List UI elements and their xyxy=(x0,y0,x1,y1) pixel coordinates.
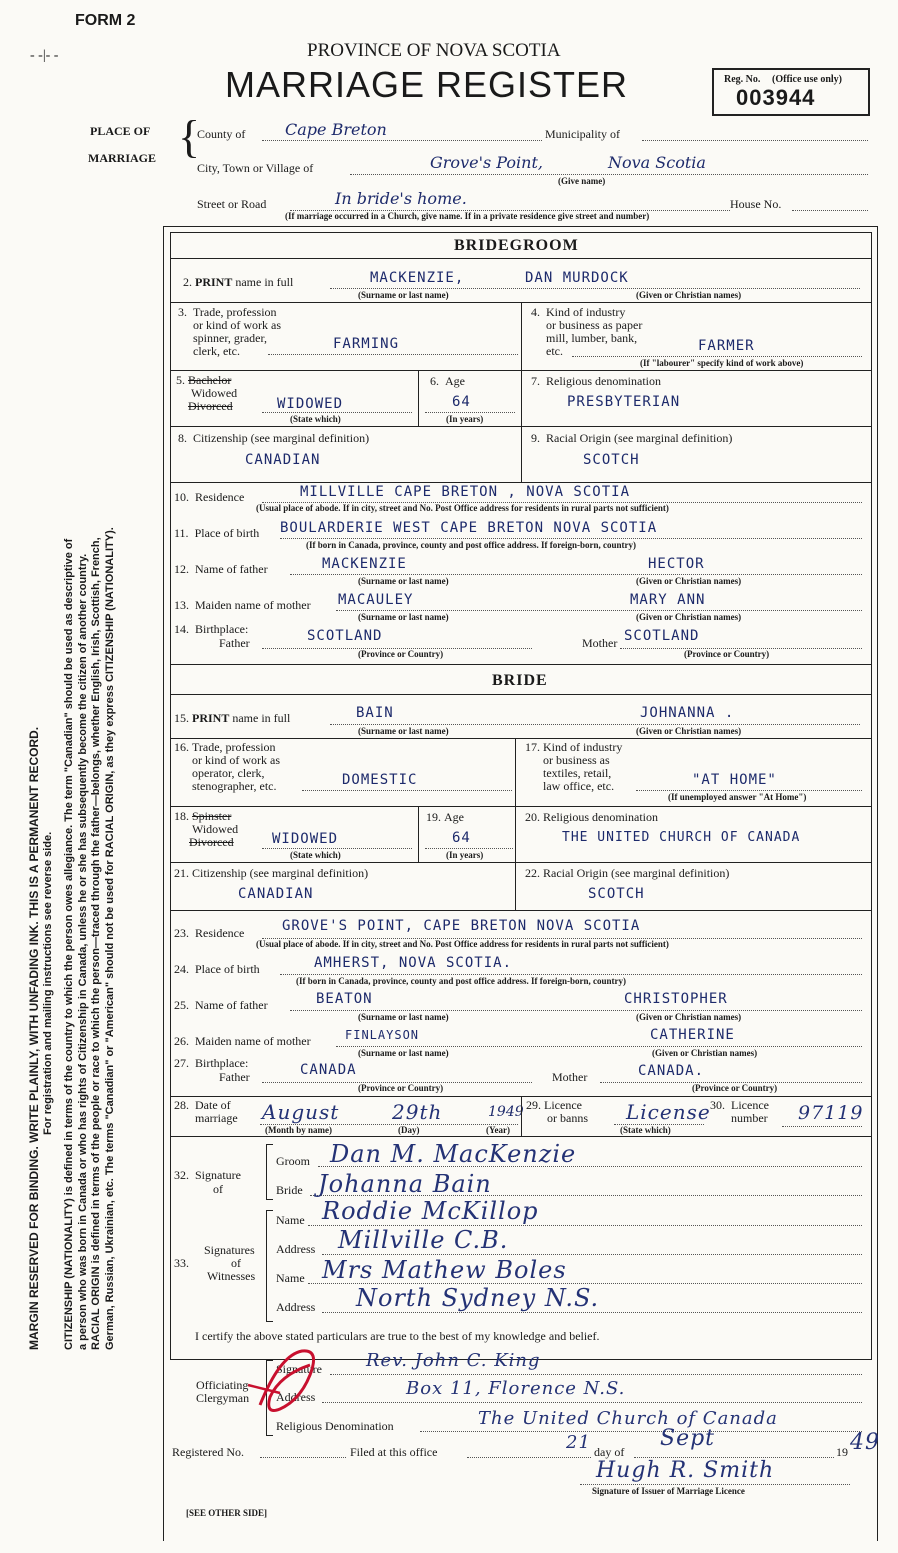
licence-number: 97119 xyxy=(798,1102,864,1124)
bride-surname: BAIN xyxy=(356,705,394,721)
groom-mother-birthplace: SCOTLAND xyxy=(624,628,700,644)
bride-father-bp-note: (Province or Country) xyxy=(358,1083,444,1093)
bride-industry: "AT HOME" xyxy=(692,772,777,788)
rule xyxy=(515,806,516,862)
groom-industry-note: (If "labourer" specify kind of work above) xyxy=(640,358,804,368)
street-label: Street or Road xyxy=(197,197,267,211)
groom-mother-given: MARY ANN xyxy=(630,592,706,608)
issuer-signature: Hugh R. Smith xyxy=(596,1458,775,1483)
groom-age: 64 xyxy=(452,394,471,410)
mother-word: Maiden name of mother xyxy=(195,598,311,612)
rule xyxy=(170,806,871,807)
bride-father-given-note: (Given or Christian names) xyxy=(636,1012,742,1022)
groom-status-divorced: Divorced xyxy=(188,399,233,413)
reg-number-value: 003944 xyxy=(736,85,816,110)
groom-trade-labels: 3. Trade, profession or kind of work as spinner, grader, clerk, etc. xyxy=(178,305,281,358)
w2-name-label: Name xyxy=(276,1271,305,1285)
bride-father-surname-note: (Surname or last name) xyxy=(358,1012,449,1022)
form-number: FORM 2 xyxy=(75,12,136,29)
street-note: (If marriage occurred in a Church, give name. If in a private residence give street and number) xyxy=(285,211,650,221)
groom-residence: MILLVILLE CAPE BRETON , NOVA SCOTIA xyxy=(300,484,631,500)
age-word-2: Age xyxy=(444,810,464,824)
groom-mother-line xyxy=(336,610,862,611)
item-15-label: 15. PRINT name in full xyxy=(174,711,291,725)
certify-statement: I certify the above stated particulars are true to the best of my knowledge and belief. xyxy=(195,1329,600,1343)
margin-line-4: a person who was born in Canada or who has rights of Citizenship in Canada, unless he or she has subsequently become the citizen of another country. xyxy=(76,553,89,1350)
bride-trade-l4: stenographer, etc. xyxy=(192,779,277,793)
licence-label-1: Licence xyxy=(544,1098,582,1112)
sig-label-1: Signature xyxy=(195,1168,241,1182)
groom-father-line xyxy=(290,574,862,575)
groom-mother-bp-note: (Province or Country) xyxy=(684,649,770,659)
see-other-side: [SEE OTHER SIDE] xyxy=(186,1508,268,1518)
citizenship-word-2: Citizenship (see marginal definition) xyxy=(192,866,369,880)
birth-word-2: Place of birth xyxy=(195,962,260,976)
bride-given: JOHNANNA . xyxy=(640,705,735,721)
groom-state-note: (State which) xyxy=(290,414,341,424)
clergy-signature: Rev. John C. King xyxy=(366,1350,541,1371)
bride-citizenship-label: 21. Citizenship (see marginal definition) xyxy=(174,866,369,880)
bride-industry-l3: textiles, retail, xyxy=(543,766,612,780)
groom-sig-label: Groom xyxy=(276,1154,310,1168)
racial-word-2: Racial Origin (see marginal definition) xyxy=(543,866,730,880)
rule xyxy=(418,806,419,862)
groom-religion: PRESBYTERIAN xyxy=(567,394,681,410)
rule xyxy=(418,370,419,426)
rule xyxy=(170,910,871,911)
filed-day: 21 xyxy=(566,1432,591,1453)
groom-trade-l4: clerk, etc. xyxy=(193,344,240,358)
filed-month: Sept xyxy=(660,1426,716,1451)
bride-trade-l3: operator, clerk, xyxy=(192,766,265,780)
form-title: MARRIAGE REGISTER xyxy=(225,64,629,105)
item-2-label: 2. PRINT name in full xyxy=(183,275,294,289)
groom-given: DAN MURDOCK xyxy=(525,270,629,286)
bride-mother-bp-note: (Province or Country) xyxy=(692,1083,778,1093)
groom-signature: Dan M. MacKenzie xyxy=(330,1140,577,1168)
groom-name-line xyxy=(330,288,860,289)
groom-status: WIDOWED xyxy=(277,396,344,412)
groom-status-widowed: Widowed xyxy=(191,386,238,400)
groom-industry-l4: etc. xyxy=(546,344,563,358)
w2-address-line xyxy=(322,1312,862,1313)
birthplace-word: Birthplace: xyxy=(195,622,249,636)
bride-industry-line xyxy=(636,790,862,791)
witness1-name: Roddie McKillop xyxy=(322,1197,539,1225)
groom-trade-line xyxy=(268,354,518,355)
groom-birth-note: (If born in Canada, province, county and post office address. If foreign-born, country) xyxy=(306,540,637,550)
rule xyxy=(521,426,522,482)
bride-age: 64 xyxy=(452,830,471,846)
bride-industry-l2: or business as xyxy=(543,753,610,767)
bride-trade-labels: 16. Trade, profession or kind of work as operator, clerk, stenographer, etc. xyxy=(174,740,280,793)
marriage-day: 29th xyxy=(392,1100,443,1124)
province-heading: PROVINCE OF NOVA SCOTIA xyxy=(307,40,561,61)
bride-birthplace: AMHERST, NOVA SCOTIA. xyxy=(314,955,513,971)
reg-number-box xyxy=(712,68,870,116)
licence-note: (State which) xyxy=(620,1125,671,1135)
rule xyxy=(170,694,871,695)
witness1-address: Millville C.B. xyxy=(338,1226,509,1254)
margin-instructions xyxy=(28,270,158,1350)
clergy-address: Box 11, Florence N.S. xyxy=(406,1378,626,1399)
year-note: (Year) xyxy=(486,1125,510,1135)
bride-status-widowed: Widowed xyxy=(192,822,239,836)
rule xyxy=(515,862,516,910)
religion-word: Religious denomination xyxy=(546,374,661,388)
margin-line-1: MARGIN RESERVED FOR BINDING. WRITE PLAINLY, WITH UNFADING INK. THIS IS A PERMANENT RECORD. xyxy=(27,726,41,1350)
groom-surname: MACKENZIE, xyxy=(370,270,465,286)
rule xyxy=(521,302,522,370)
groom-industry-labels: 4. Kind of industry or business as paper mill, lumber, bank, etc. xyxy=(531,305,643,358)
house-line xyxy=(792,210,868,211)
groom-industry: FARMER xyxy=(698,338,755,354)
clergy-sig-label: Signature xyxy=(276,1362,322,1376)
reg-number-label: Reg. No. xyxy=(724,74,761,85)
bride-status-divorced: Divorced xyxy=(189,835,234,849)
bride-status-line xyxy=(262,848,412,849)
groom-trade-l3: spinner, grader, xyxy=(193,331,268,345)
bride-citizenship: CANADIAN xyxy=(238,886,314,902)
groom-age-label: 6. Age xyxy=(430,374,465,388)
groom-mother-bp-label: Mother xyxy=(582,636,618,650)
bride-status-labels: 18. Spinster Widowed Divorced xyxy=(174,809,239,849)
citizenship-word: Citizenship (see marginal definition) xyxy=(193,431,370,445)
bride-father-surname: BEATON xyxy=(316,991,373,1007)
clergy-label-2: Clergyman xyxy=(196,1391,250,1405)
groom-industry-l3: mill, lumber, bank, xyxy=(546,331,638,345)
rule xyxy=(170,738,871,739)
day-note: (Day) xyxy=(398,1125,420,1135)
rule xyxy=(170,258,871,259)
groom-racial: SCOTCH xyxy=(583,452,640,468)
groom-trade-l2: or kind of work as xyxy=(193,318,281,332)
bride-heading: BRIDE xyxy=(492,672,548,689)
clergy-label-1: Officiating xyxy=(196,1378,249,1392)
filed-day-line xyxy=(467,1457,591,1458)
street-value: In bride's home. xyxy=(335,189,467,208)
licence-label: 29. Licence or banns xyxy=(526,1098,588,1125)
groom-birthplace: BOULARDERIE WEST CAPE BRETON NOVA SCOTIA xyxy=(280,520,658,536)
bride-industry-l4: law office, etc. xyxy=(543,779,615,793)
bride-sig-label: Bride xyxy=(276,1183,303,1197)
mother-word-2: Maiden name of mother xyxy=(195,1034,311,1048)
groom-age-line xyxy=(425,412,515,413)
bride-mother-given: CATHERINE xyxy=(650,1027,735,1043)
groom-birth-label: 11. Place of birth xyxy=(174,526,260,540)
issuer-line xyxy=(580,1484,850,1485)
groom-status-bachelor: Bachelor xyxy=(188,373,232,387)
bride-father-line xyxy=(290,1010,862,1011)
bride-age-label: 19. Age xyxy=(426,810,464,824)
witness-label-3: Witnesses xyxy=(207,1269,256,1283)
print-word: PRINT xyxy=(195,275,233,289)
bride-residence-note: (Usual place of abode. If in city, street and No. Post Office address for residents in rural parts not sufficient) xyxy=(256,939,669,949)
witness-label-1: Signatures xyxy=(204,1243,255,1257)
religion-word-2: Religious denomination xyxy=(543,810,658,824)
bride-status: WIDOWED xyxy=(272,831,339,847)
city-value: Grove's Point, xyxy=(430,153,543,172)
bride-racial: SCOTCH xyxy=(588,886,645,902)
margin-line-3: CITIZENSHIP (NATIONALITY) is defined in terms of the country to which the person owes allegiance. The term "Canadian" should be used as descriptive of xyxy=(63,538,76,1350)
margin-line-5: RACIAL ORIGIN is defined in terms of the people or race to which the person—traced through the father—belongs, whether English, Irish, Scottish, French, xyxy=(90,537,103,1350)
groom-industry-l2: or business as paper xyxy=(546,318,643,332)
name-in-full-label: name in full xyxy=(235,275,294,289)
bride-signature: Johanna Bain xyxy=(318,1170,492,1198)
bride-trade-l1: Trade, profession xyxy=(192,740,276,754)
rule xyxy=(170,1136,871,1137)
marriage-month: August xyxy=(262,1100,340,1124)
clergy-addr-label: Address xyxy=(276,1390,316,1404)
bride-industry-labels: 17. Kind of industry or business as textiles, retail, law office, etc. xyxy=(525,740,623,793)
bride-industry-l1: Kind of industry xyxy=(543,740,623,754)
father-word-2: Name of father xyxy=(195,998,268,1012)
groom-father-given-note: (Given or Christian names) xyxy=(636,576,742,586)
margin-line-2: For registration and mailing instructions see reverse side. xyxy=(41,831,54,1135)
bride-father-label: 25. Name of father xyxy=(174,998,268,1012)
date-label: 28. Date of marriage xyxy=(174,1098,238,1125)
municipality-label: Municipality of xyxy=(545,127,620,141)
registered-no-line xyxy=(260,1457,346,1458)
city-value-2: Nova Scotia xyxy=(608,153,706,172)
clergy-rel-line xyxy=(420,1431,862,1432)
groom-years-note: (In years) xyxy=(446,414,484,424)
groom-mother-surname-note: (Surname or last name) xyxy=(358,612,449,622)
groom-mother-label: 13. Maiden name of mother xyxy=(174,598,311,612)
groom-citizenship: CANADIAN xyxy=(245,452,321,468)
w2-address-label: Address xyxy=(276,1300,316,1314)
bride-surname-note: (Surname or last name) xyxy=(358,726,449,736)
bride-birthplace-label: 27. Birthplace: Father xyxy=(174,1056,250,1084)
bride-industry-note: (If unemployed answer "At Home") xyxy=(668,792,807,802)
rule xyxy=(521,1096,522,1136)
bride-mother-bp-label: Mother xyxy=(552,1070,588,1084)
licence-value: License xyxy=(626,1100,711,1124)
clergy-addr-line xyxy=(322,1402,862,1403)
licence-number-line xyxy=(782,1126,862,1127)
reg-office-note: (Office use only) xyxy=(772,74,842,85)
bride-birth-label: 24. Place of birth xyxy=(174,962,260,976)
bride-father-birthplace: CANADA xyxy=(300,1062,357,1078)
bride-residence: GROVE'S POINT, CAPE BRETON NOVA SCOTIA xyxy=(282,918,641,934)
bride-mother-surname-note: (Surname or last name) xyxy=(358,1048,449,1058)
father-word: Name of father xyxy=(195,562,268,576)
witness2-address: North Sydney N.S. xyxy=(356,1284,600,1312)
w1-name-label: Name xyxy=(276,1213,305,1227)
rule xyxy=(170,664,871,665)
witness-label-2: of xyxy=(231,1256,241,1270)
county-label: County of xyxy=(197,127,246,141)
bride-racial-label: 22. Racial Origin (see marginal definition) xyxy=(525,866,730,880)
date-label-2: marriage xyxy=(195,1111,238,1125)
city-label: City, Town or Village of xyxy=(197,161,314,175)
bride-years-note: (In years) xyxy=(446,850,484,860)
groom-citizenship-label: 8. Citizenship (see marginal definition) xyxy=(178,431,370,445)
signature-label: 32. Signature of xyxy=(174,1168,241,1196)
rule xyxy=(170,862,871,863)
father-bp-word: Father xyxy=(219,636,250,650)
county-line xyxy=(262,140,542,141)
witness2-name: Mrs Mathew Boles xyxy=(322,1256,567,1284)
groom-mother-surname: MACAULEY xyxy=(338,592,414,608)
margin-line-6: German, Russian, Ukrainian, etc. The terms "Canadian" or "American" should not be used for RACIAL ORIGIN, as they express CITIZENSHIP (NATIONALITY). xyxy=(103,527,116,1350)
racial-word: Racial Origin (see marginal definition) xyxy=(546,431,733,445)
groom-father-surname: MACKENZIE xyxy=(322,556,407,572)
clergy-denomination: The United Church of Canada xyxy=(478,1408,778,1429)
groom-trade-l1: Trade, profession xyxy=(193,305,277,319)
groom-given-note: (Given or Christian names) xyxy=(636,290,742,300)
place-brace: { xyxy=(178,111,201,162)
groom-religion-label: 7. Religious denomination xyxy=(531,374,661,388)
w1-address-label: Address xyxy=(276,1242,316,1256)
bride-mother-label: 26. Maiden name of mother xyxy=(174,1034,311,1048)
bride-residence-label: 23. Residence xyxy=(174,926,245,940)
rule xyxy=(170,482,871,483)
bride-religion: THE UNITED CHURCH OF CANADA xyxy=(562,830,801,845)
bride-age-line xyxy=(425,848,513,849)
groom-trade: FARMING xyxy=(333,336,400,352)
groom-father-surname-note: (Surname or last name) xyxy=(358,576,449,586)
bride-birth-line xyxy=(280,974,862,975)
bride-father-given: CHRISTOPHER xyxy=(624,991,728,1007)
groom-birth-line xyxy=(280,538,862,539)
city-line xyxy=(350,174,868,175)
groom-residence-label: 10. Residence xyxy=(174,490,245,504)
filed-label: Filed at this office xyxy=(350,1445,438,1459)
licence-label-2: or banns xyxy=(547,1111,588,1125)
groom-father-given: HECTOR xyxy=(648,556,705,572)
print-word-2: PRINT xyxy=(192,711,230,725)
bride-mother-given-note: (Given or Christian names) xyxy=(652,1048,758,1058)
municipality-line xyxy=(642,140,868,141)
groom-racial-label: 9. Racial Origin (see marginal definition) xyxy=(531,431,733,445)
bride-religion-label: 20. Religious denomination xyxy=(525,810,658,824)
groom-status-labels: 5. Bachelor Widowed Divorced xyxy=(176,373,238,413)
birthplace-word-2: Birthplace: xyxy=(195,1056,249,1070)
day-of-label: day of xyxy=(594,1445,625,1459)
registered-no-label: Registered No. xyxy=(172,1445,244,1459)
house-label: House No. xyxy=(730,197,782,211)
give-name-note: (Give name) xyxy=(558,176,606,186)
bridegroom-heading: BRIDEGROOM xyxy=(454,237,579,254)
groom-father-label: 12. Name of father xyxy=(174,562,268,576)
groom-residence-note: (Usual place of abode. If in city, street and No. Post Office address for residents in rural parts not sufficient) xyxy=(256,503,669,513)
bride-mother-surname: FINLAYSON xyxy=(345,1028,420,1042)
clergy-sig-line xyxy=(330,1374,862,1375)
red-check-mark xyxy=(240,1345,350,1425)
bride-trade-line xyxy=(302,790,512,791)
county-value: Cape Breton xyxy=(285,120,387,139)
clergy-rel-label: Religious Denomination xyxy=(276,1419,394,1433)
bride-birth-note: (If born in Canada, province, county and post office address. If foreign-born, country) xyxy=(296,976,627,986)
groom-father-bp-note: (Province or Country) xyxy=(358,649,444,659)
groom-industry-l1: Kind of industry xyxy=(546,305,626,319)
groom-status-line xyxy=(262,412,412,413)
licence-number-label: 30. Licence number xyxy=(710,1098,769,1125)
groom-industry-line xyxy=(572,356,862,357)
residence-word-2: Residence xyxy=(195,926,245,940)
witnesses-label: Signatures 33. of Witnesses xyxy=(174,1243,256,1283)
groom-mother-given-note: (Given or Christian names) xyxy=(636,612,742,622)
number-label-1: Licence xyxy=(731,1098,769,1112)
date-label-1: Date of xyxy=(195,1098,231,1112)
place-group-label-2: MARRIAGE xyxy=(88,151,156,165)
filed-year: 49 xyxy=(850,1430,880,1455)
bride-trade-l2: or kind of work as xyxy=(192,753,280,767)
bride-trade: DOMESTIC xyxy=(342,772,418,788)
margin-mark: - -|- - xyxy=(30,48,59,63)
name-in-full-label-2: name in full xyxy=(232,711,291,725)
month-note: (Month by name) xyxy=(265,1125,332,1135)
place-group-label: PLACE OF xyxy=(90,124,151,138)
number-label-2: number xyxy=(731,1111,768,1125)
bride-mother-line xyxy=(336,1046,862,1047)
bride-given-note: (Given or Christian names) xyxy=(636,726,742,736)
bride-mother-birthplace: CANADA. xyxy=(638,1063,705,1079)
birth-word: Place of birth xyxy=(194,526,260,540)
age-word: Age xyxy=(445,374,465,388)
witness-brace xyxy=(266,1210,273,1322)
bride-name-line xyxy=(330,724,860,725)
residence-word: Residence xyxy=(195,490,245,504)
rule xyxy=(521,370,522,426)
father-bp-word-2: Father xyxy=(219,1070,250,1084)
groom-surname-note: (Surname or last name) xyxy=(358,290,449,300)
w1-address-line xyxy=(322,1254,862,1255)
filed-year-prefix: 19 xyxy=(836,1445,848,1459)
signature-brace xyxy=(266,1144,273,1200)
issuer-caption: Signature of Issuer of Marriage Licence xyxy=(592,1486,745,1496)
sig-label-2: of xyxy=(213,1182,223,1196)
rule xyxy=(515,738,516,806)
marriage-year: 1949 xyxy=(488,1104,524,1120)
bride-status-spinster: Spinster xyxy=(192,809,232,823)
groom-birthplace-label: 14. Birthplace: Father xyxy=(174,622,250,650)
bride-state-note: (State which) xyxy=(290,850,341,860)
groom-father-birthplace: SCOTLAND xyxy=(307,628,383,644)
